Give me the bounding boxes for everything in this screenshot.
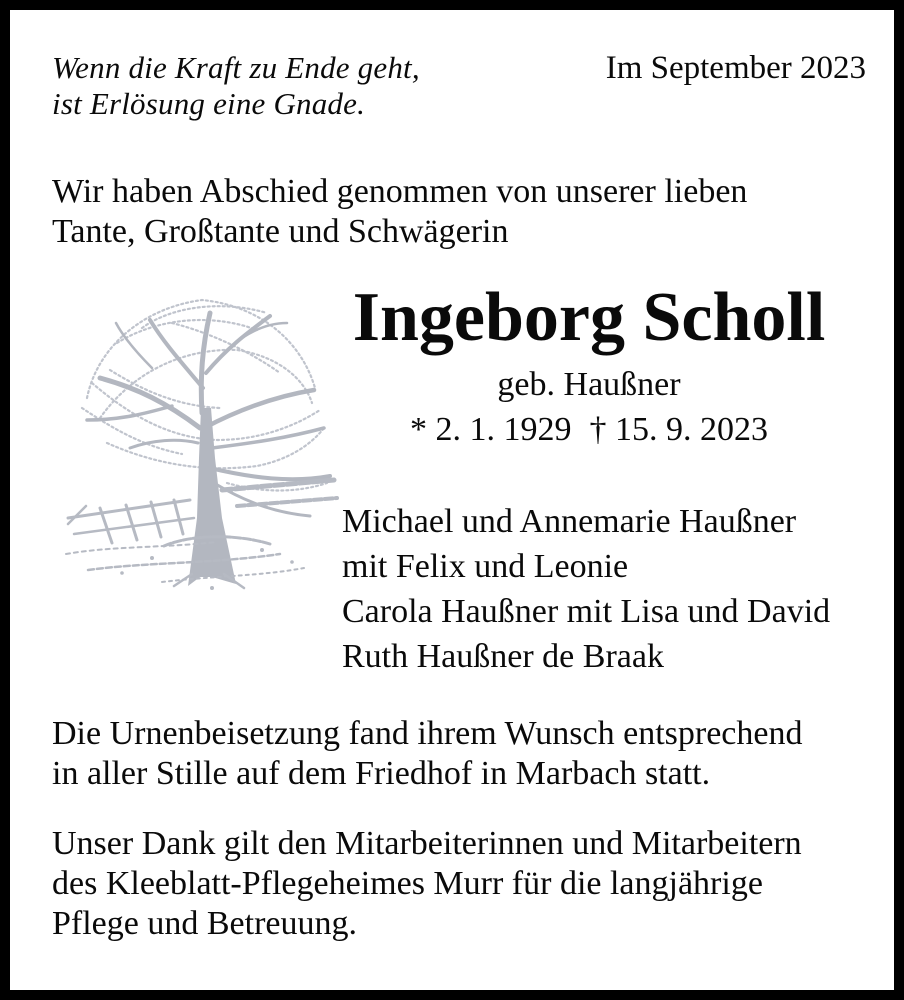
mourners-list: Michael und Annemarie Haußner mit Felix und Leonie Carola Haußner mit Lisa und David Ruth Haußner de Braak <box>342 503 831 675</box>
life-dates <box>342 407 836 452</box>
bare-tree-sketch-image <box>52 278 342 618</box>
fence-group <box>68 500 194 543</box>
ground-group <box>66 537 304 588</box>
obituary-card <box>10 10 894 990</box>
middle-section <box>52 278 866 679</box>
intro-text: Wir haben Abschied genommen von unserer lieben Tante, Großtante und Schwägerin <box>52 173 748 250</box>
burial-notice-text: Die Urnenbeisetzung fand ihrem Wunsch entsprechend in aller Stille auf dem Friedhof in Marbach statt. <box>52 715 803 792</box>
publication-date: Im September 2023 <box>605 50 866 86</box>
deceased-name: Ingeborg Scholl <box>352 279 826 356</box>
thanks-text: Unser Dank gilt den Mitarbeiterinnen und Mitarbeitern des Kleeblatt-Pflegeheimes Murr für die langjährige Pflege und Betreuung. <box>52 825 802 942</box>
header-row <box>52 50 866 122</box>
deceased-info-column <box>342 278 866 679</box>
maiden-name: geb. Haußner <box>497 366 681 403</box>
dense-branch-bands-group <box>222 480 337 506</box>
tree-image-container <box>52 278 342 623</box>
death-date: † 15. 9. 2023 <box>589 411 768 448</box>
birth-date: * 2. 1. 1929 <box>410 411 572 448</box>
epigraph-verse: Wenn die Kraft zu Ende geht, ist Erlösung eine Gnade. <box>52 50 420 121</box>
